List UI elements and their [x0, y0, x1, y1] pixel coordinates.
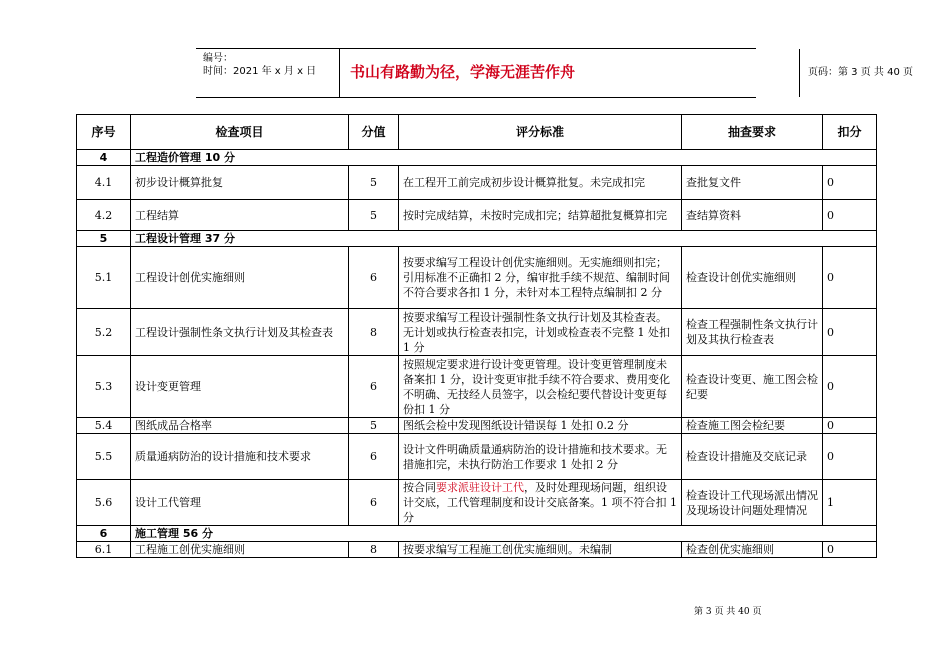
- row-check: 查结算资料: [682, 200, 823, 231]
- row-score: 6: [349, 434, 399, 480]
- table-row: [77, 247, 877, 309]
- header-meta-cell: [196, 49, 339, 97]
- table-row: [77, 356, 877, 418]
- table-row: [77, 542, 877, 558]
- row-check: 检查设计措施及交底记录: [682, 434, 823, 480]
- row-item: 初步设计概算批复: [131, 166, 349, 200]
- section-number: 5: [77, 231, 131, 247]
- row-no: 6.1: [77, 542, 131, 558]
- section-title: 工程设计管理 37 分: [131, 231, 877, 247]
- row-check: 检查施工图会检纪要: [682, 418, 823, 434]
- row-item: 工程施工创优实施细则: [131, 542, 349, 558]
- row-score: 6: [349, 356, 399, 418]
- section-title: 施工管理 56 分: [131, 526, 877, 542]
- row-item: 工程结算: [131, 200, 349, 231]
- row-deduct: 0: [823, 247, 877, 309]
- section-row: [77, 150, 877, 166]
- row-item: 设计变更管理: [131, 356, 349, 418]
- row-deduct: 0: [823, 200, 877, 231]
- row-score: 6: [349, 480, 399, 526]
- row-no: 4.2: [77, 200, 131, 231]
- row-no: 5.1: [77, 247, 131, 309]
- page-indicator: 页码：第 3 页 共 40 页: [808, 67, 913, 78]
- row-criteria: 图纸会检中发现图纸设计错误每 1 处扣 0.2 分: [399, 418, 682, 434]
- row-item: 图纸成品合格率: [131, 418, 349, 434]
- row-no: 4.1: [77, 166, 131, 200]
- table-header-row: [77, 115, 877, 150]
- row-item: 质量通病防治的设计措施和技术要求: [131, 434, 349, 480]
- row-criteria: 按照规定要求进行设计变更管理。设计变更管理制度未备案扣 1 分，设计变更审批手续不符合要求、费用变化不明确、无技经人员签字，以会检纪要代替设计变更每份扣 1 分: [399, 356, 682, 418]
- criteria-text: ，及时处理现场问题，组织设计交底，工代管理制度和设计交底备案。1 项不符合扣 1 分: [403, 481, 677, 524]
- row-score: 6: [349, 247, 399, 309]
- col-header-criteria: 评分标准: [399, 115, 682, 150]
- row-score: 5: [349, 166, 399, 200]
- row-score: 5: [349, 200, 399, 231]
- table-row: [77, 480, 877, 526]
- inspection-table: [76, 114, 877, 558]
- row-deduct: 0: [823, 434, 877, 480]
- header-page-cell: [800, 49, 950, 97]
- col-header-no: 序号: [77, 115, 131, 150]
- row-criteria: 在工程开工前完成初步设计概算批复。未完成扣完: [399, 166, 682, 200]
- header-motto-cell: [339, 49, 800, 97]
- section-row: [77, 526, 877, 542]
- col-header-item: 检查项目: [131, 115, 349, 150]
- criteria-highlight: 要求派驻设计工代: [436, 481, 524, 494]
- row-deduct: 0: [823, 542, 877, 558]
- table-row: [77, 418, 877, 434]
- row-criteria: 按要求编写工程施工创优实施细则。未编制: [399, 542, 682, 558]
- document-number-label: 编号：: [203, 53, 233, 64]
- table-row: [77, 200, 877, 231]
- page-header: [196, 48, 913, 98]
- row-score: 5: [349, 418, 399, 434]
- row-score: 8: [349, 542, 399, 558]
- row-item: 工程设计强制性条文执行计划及其检查表: [131, 309, 349, 356]
- document-time-label: 时间：2021 年 x 月 x 日: [203, 66, 317, 77]
- row-item: 工程设计创优实施细则: [131, 247, 349, 309]
- col-header-deduct: 扣分: [823, 115, 877, 150]
- row-criteria: 按要求编写工程设计强制性条文执行计划及其检查表。无计划或执行检查表扣完，计划或检查表不完整 1 处扣 1 分: [399, 309, 682, 356]
- table-row: [77, 166, 877, 200]
- row-no: 5.5: [77, 434, 131, 480]
- row-check: 检查设计工代现场派出情况及现场设计问题处理情况: [682, 480, 823, 526]
- table-row: [77, 434, 877, 480]
- row-deduct: 1: [823, 480, 877, 526]
- row-deduct: 0: [823, 356, 877, 418]
- motto-text: 书山有路勤为径，学海无涯苦作舟: [350, 63, 576, 81]
- row-no: 5.3: [77, 356, 131, 418]
- page-footer: 第 3 页 共 40 页: [694, 607, 762, 617]
- row-score: 8: [349, 309, 399, 356]
- row-no: 5.2: [77, 309, 131, 356]
- row-check: 检查设计创优实施细则: [682, 247, 823, 309]
- row-check: 检查工程强制性条文执行计划及其执行检查表: [682, 309, 823, 356]
- row-deduct: 0: [823, 418, 877, 434]
- section-row: [77, 231, 877, 247]
- row-check: 检查创优实施细则: [682, 542, 823, 558]
- section-number: 6: [77, 526, 131, 542]
- row-no: 5.4: [77, 418, 131, 434]
- col-header-score: 分值: [349, 115, 399, 150]
- row-deduct: 0: [823, 309, 877, 356]
- row-no: 5.6: [77, 480, 131, 526]
- row-criteria: 按时完成结算，未按时完成扣完；结算超批复概算扣完: [399, 200, 682, 231]
- table-row: [77, 309, 877, 356]
- section-title: 工程造价管理 10 分: [131, 150, 877, 166]
- col-header-check: 抽查要求: [682, 115, 823, 150]
- row-criteria: 按要求编写工程设计创优实施细则。无实施细则扣完；引用标准不正确扣 2 分，编审批手续不规范、编制时间不符合要求各扣 1 分，未针对本工程特点编制扣 2 分: [399, 247, 682, 309]
- row-criteria: [399, 480, 682, 526]
- row-check: 查批复文件: [682, 166, 823, 200]
- row-item: 设计工代管理: [131, 480, 349, 526]
- row-check: 检查设计变更、施工图会检纪要: [682, 356, 823, 418]
- row-deduct: 0: [823, 166, 877, 200]
- section-number: 4: [77, 150, 131, 166]
- criteria-text: 按合同: [403, 481, 436, 494]
- row-criteria: 设计文件明确质量通病防治的设计措施和技术要求。无措施扣完，未执行防治工作要求 1 处扣 2 分: [399, 434, 682, 480]
